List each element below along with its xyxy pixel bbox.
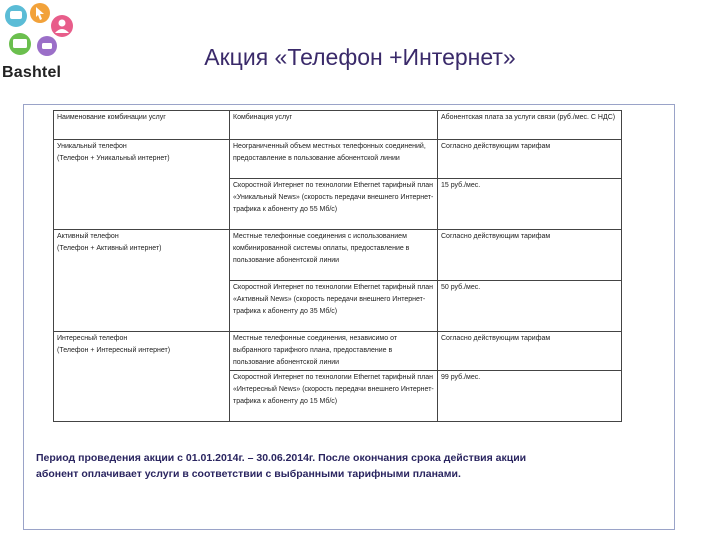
price-cell: Согласно действующим тарифам [438,140,622,179]
combo-name: Уникальный телефон [57,143,127,150]
service-cell: Скоростной Интернет по технологии Ethernet тарифный план «Интересный News» (скорость передачи внешнего Интернет-трафика к абоненту до 15 Мб/с) [230,371,438,422]
service-cell: Местные телефонные соединения с использованием комбинированной системы оплаты, предоставление в пользование абонентской линии [230,230,438,281]
price-cell: Согласно действующим тарифам [438,332,622,371]
combo-name-cell [54,140,230,230]
combo-subtitle: (Телефон + Интересный интернет) [57,346,171,354]
combo-name-cell [54,332,230,422]
price-cell: Согласно действующим тарифам [438,230,622,281]
bashtel-logo [0,0,80,85]
price-cell: 15 руб./мес. [438,179,622,230]
promo-note-line: абонент оплачивает услуги в соответствии с выбранными тарифными планами. [36,468,461,480]
price-cell: 50 руб./мес. [438,281,622,332]
column-header: Комбинация услуг [230,111,438,140]
promo-period-note [36,450,676,482]
page-title: Акция «Телефон +Интернет» [204,44,516,70]
table-row [54,332,622,371]
combo-name: Интересный телефон [57,335,128,342]
combo-name-cell [54,230,230,332]
service-cell: Неограниченный объем местных телефонных соединений, предоставление в пользование абонентской линии [230,140,438,179]
combo-name: Активный телефон [57,233,119,240]
logo-text: Bashtel [2,64,62,81]
service-cell: Скоростной Интернет по технологии Ethernet тарифный план «Уникальный News» (скорость передачи внешнего Интернет-трафика к абоненту до 55 Мб/с) [230,179,438,230]
service-cell: Скоростной Интернет по технологии Ethernet тарифный план «Активный News» (скорость передачи внешнего Интернет-трафика к абоненту до 35 Мб/с) [230,281,438,332]
combo-subtitle: (Телефон + Активный интернет) [57,244,162,252]
tariff-table [53,110,622,422]
table-row [54,140,622,179]
service-cell: Местные телефонные соединения, независимо от выбранного тарифного плана, предоставление в пользование абонентской линии [230,332,438,371]
table-header-row [54,111,622,140]
column-header: Наименование комбинации услуг [54,111,230,140]
table-row [54,230,622,281]
promo-note-line: Период проведения акции с 01.01.2014г. – 30.06.2014г. После окончания срока действия акции [36,452,527,464]
column-header: Абонентская плата за услуги связи (руб./мес. С НДС) [438,111,622,140]
price-cell: 99 руб./мес. [438,371,622,422]
combo-subtitle: (Телефон + Уникальный интернет) [57,154,170,162]
